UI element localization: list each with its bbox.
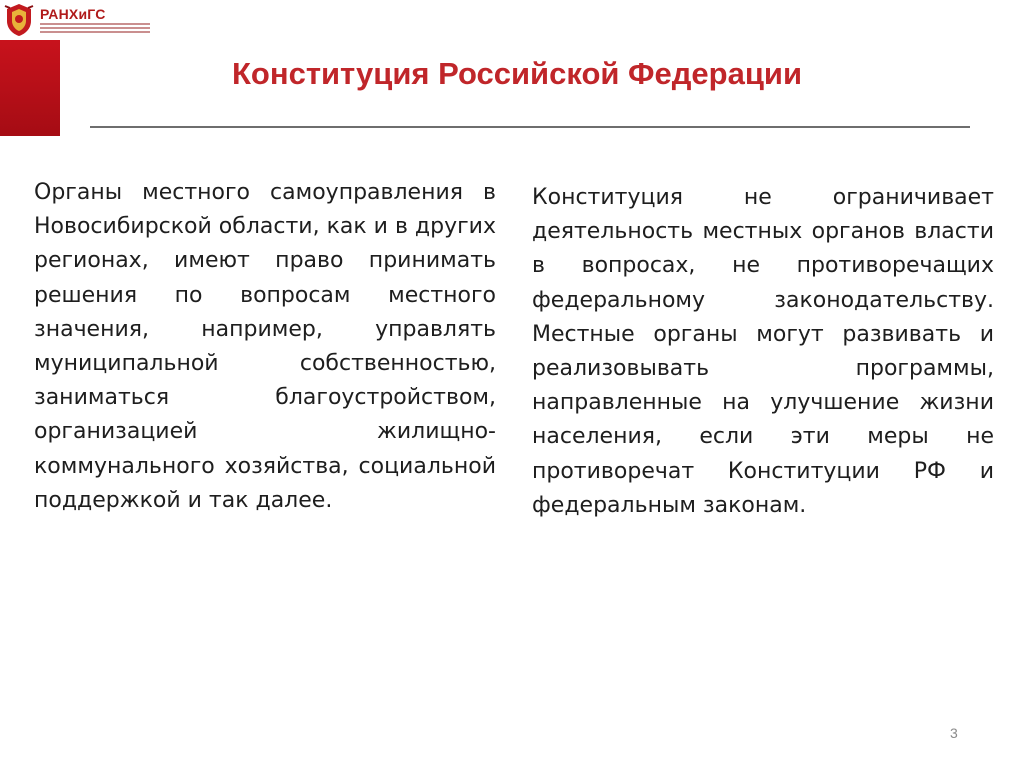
emblem-icon — [2, 2, 36, 38]
logo-text: РАНХиГС — [40, 6, 106, 22]
logo-subtitle — [40, 23, 150, 35]
slide-number: 3 — [950, 725, 958, 741]
right-column-text: Конституция не ограничивает деятельность местных органов власти в вопросах, не противоречащих федеральному законодательству. Местные органы могут развивать и реализовывать программы, направленные на улучшение жизни населения, если эти меры не противоречат Конституции РФ и федеральным законам. — [532, 185, 994, 518]
accent-block — [0, 40, 60, 136]
ranepa-logo — [2, 2, 152, 40]
slide-title: Конституция Российской Федерации — [232, 56, 803, 91]
title-divider — [90, 126, 970, 128]
left-column-text: Органы местного самоуправления в Новосибирской области, как и в других регионах, имеют право принимать решения по вопросам местного значения, например, управлять муниципальной собственностью, заниматься благоустройством, организацией жилищно-коммунального хозяйства, социальной поддержкой и так далее. — [34, 180, 496, 513]
